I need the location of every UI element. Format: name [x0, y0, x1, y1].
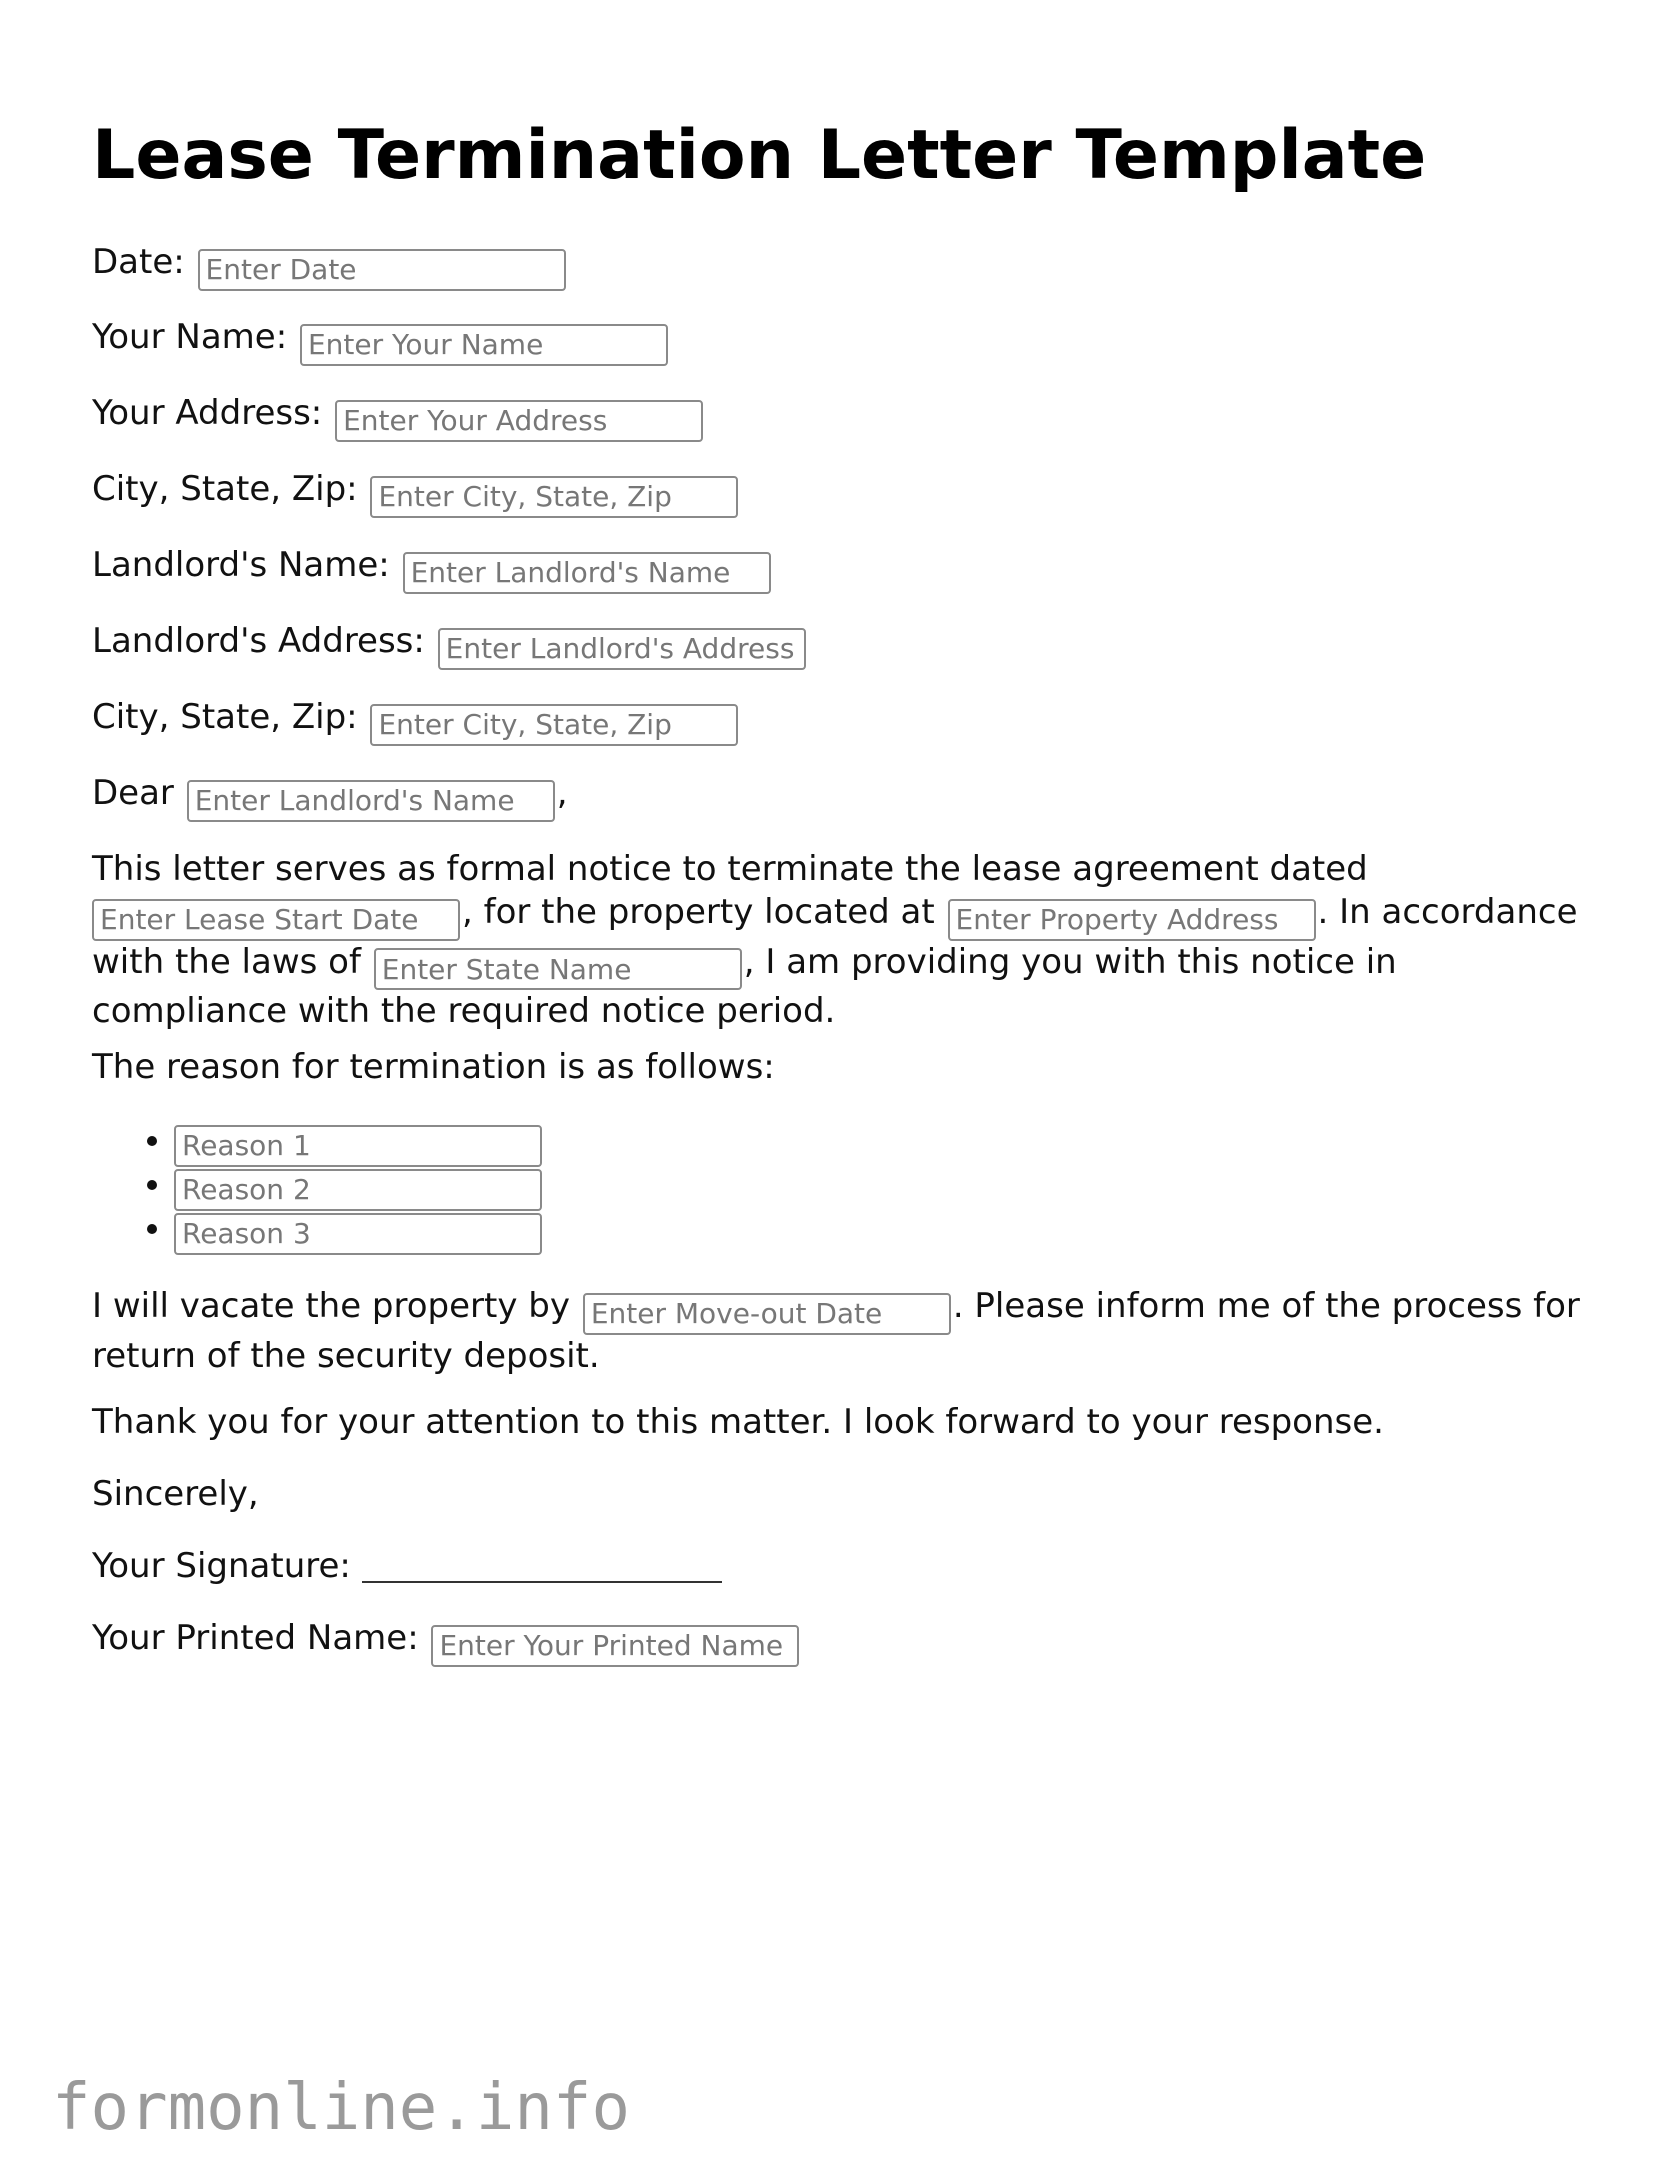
your-name-label: Your Name: — [92, 317, 288, 357]
salutation-landlord-name-input[interactable] — [187, 780, 555, 822]
move-out-date-input[interactable] — [583, 1293, 951, 1335]
your-name-row — [92, 315, 670, 366]
reason-1-input[interactable] — [174, 1125, 542, 1167]
signature-label: Your Signature: — [92, 1546, 351, 1586]
landlord-city-state-zip-row — [92, 695, 740, 746]
page-title: Lease Termination Letter Template — [92, 116, 1427, 195]
landlord-city-state-zip-input[interactable] — [370, 704, 738, 746]
printed-name-row — [92, 1616, 801, 1667]
list-item — [174, 1206, 544, 1250]
landlord-city-state-zip-label: City, State, Zip: — [92, 697, 358, 737]
property-address-input[interactable] — [948, 899, 1316, 941]
closing-text: Sincerely, — [92, 1474, 259, 1514]
date-input[interactable] — [198, 249, 566, 291]
notice-text-2: , for the property located at — [462, 892, 935, 932]
salutation-comma: , — [556, 773, 568, 813]
notice-paragraph — [92, 848, 1592, 1033]
date-label: Date: — [92, 242, 185, 282]
landlord-name-input[interactable] — [403, 552, 771, 594]
your-city-state-zip-row — [92, 467, 740, 518]
your-city-state-zip-label: City, State, Zip: — [92, 469, 358, 509]
watermark: formonline.info — [52, 2071, 630, 2145]
notice-text-4: , I am providing you with this notice in compliance with the required notice period. — [92, 941, 1397, 1031]
state-name-input[interactable] — [374, 948, 742, 990]
your-name-input[interactable] — [300, 324, 668, 366]
vacate-paragraph — [92, 1285, 1592, 1378]
landlord-address-row — [92, 619, 808, 670]
vacate-text-1: I will vacate the property by — [92, 1286, 570, 1326]
landlord-name-label: Landlord's Name: — [92, 545, 390, 585]
reason-3-input[interactable] — [174, 1213, 542, 1255]
reason-intro: The reason for termination is as follows: — [92, 1047, 775, 1087]
notice-text-3: . In accordance with the laws of — [92, 892, 1578, 982]
landlord-address-label: Landlord's Address: — [92, 621, 425, 661]
printed-name-label: Your Printed Name: — [92, 1618, 419, 1658]
reasons-list — [92, 1118, 544, 1250]
salutation-prefix: Dear — [92, 773, 174, 813]
salutation-row — [92, 771, 568, 822]
your-city-state-zip-input[interactable] — [370, 476, 738, 518]
your-address-row — [92, 391, 705, 442]
notice-text-1: This letter serves as formal notice to terminate the lease agreement dated — [92, 849, 1368, 889]
signature-row — [92, 1544, 722, 1588]
landlord-name-row — [92, 543, 773, 594]
lease-start-date-input[interactable] — [92, 899, 460, 941]
list-item — [174, 1118, 544, 1162]
your-address-input[interactable] — [335, 400, 703, 442]
reason-2-input[interactable] — [174, 1169, 542, 1211]
your-address-label: Your Address: — [92, 393, 323, 433]
vacate-text-2: . Please inform me of the process for return of the security deposit. — [92, 1286, 1580, 1376]
signature-line[interactable] — [362, 1547, 722, 1583]
date-row — [92, 240, 568, 291]
landlord-address-input[interactable] — [438, 628, 806, 670]
thanks-text: Thank you for your attention to this matter. I look forward to your response. — [92, 1402, 1384, 1442]
list-item — [174, 1162, 544, 1206]
printed-name-input[interactable] — [431, 1625, 799, 1667]
